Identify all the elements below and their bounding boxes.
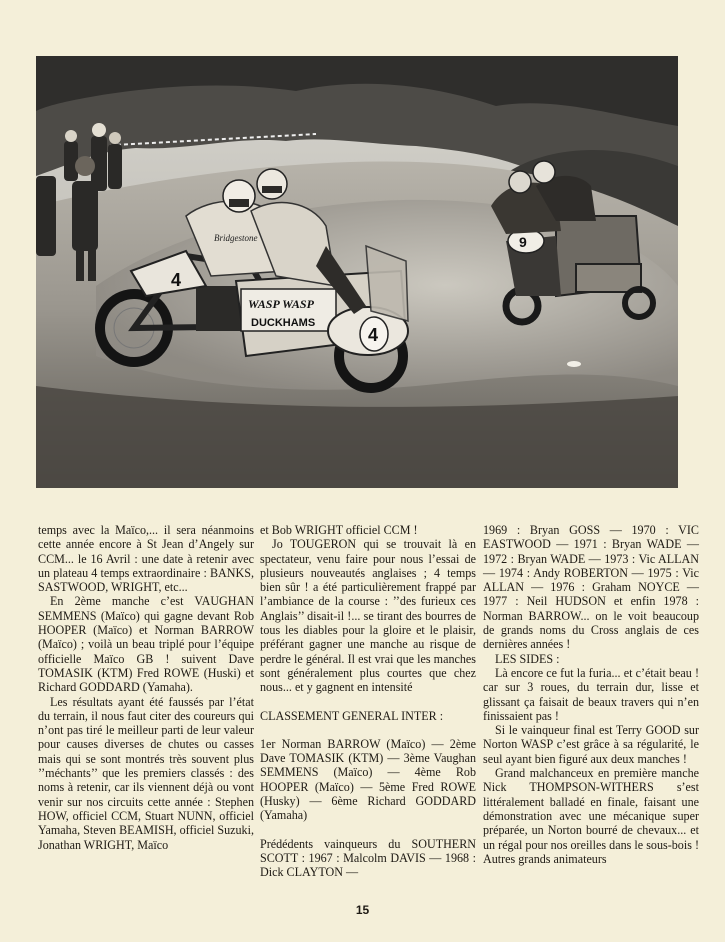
- paragraph: Jo TOUGERON qui se trouvait là en spectateur, venu faire pour nous l’essai de plusieurs nouveautés anglaises ; 4 temps bien sûr ! a été particulièrement frappé par l’ambiance de la course : ’’des furieux ces Anglais’’ disait-il !... se tirant des bourres de tous les diables pour la gloire et le plaisir, préférant gagner une manche au risque de perdre le général. Il est vrai que les manches sont généralement plus courtes que chez nous... et y gagnent en intensité: [260, 537, 476, 695]
- results-heading: CLASSEMENT GENERAL INTER :: [260, 708, 444, 723]
- paragraph: Là encore ce fut la furia... et c’était beau ! car sur 3 roues, du terrain dur, lisse et glissant ça faisait de beaux travers qui n’en finissaient pas !: [483, 665, 699, 723]
- sidecar-sponsor-top: WASP WASP: [248, 297, 314, 311]
- sidecar-race-photo: [36, 56, 678, 488]
- front-plate-number: 4: [171, 270, 182, 290]
- article-column-2: [260, 523, 476, 880]
- sidecar-sponsor-bottom: DUCKHAMS: [251, 317, 316, 329]
- paragraph: temps avec la Maïco,... il sera néanmoins cette année encore à St Jean d’Angely sur CCM... le 16 Avril : une date à retenir avec un plateau 4 temps extraordinaire : BANKS, SASTWOOD, WRIGHT, etc...: [38, 523, 254, 595]
- sidecar-plate-number: 4: [368, 325, 379, 345]
- photo-illustration: [36, 56, 678, 488]
- paragraph: Grand malchanceux en première manche Nick THOMPSON-WITHERS s’est littéralement balladé en finale, faisant une démonstration avec une mécanique super préparée, un Norton bourré de chevaux... et un régal pour nos oreilles dans le sous-bois ! Autres grands animateurs: [483, 766, 699, 866]
- paragraph: Si le vainqueur final est Terry GOOD sur Norton WASP c’est grâce à sa régularité, le seul ayant bien figuré aux deux manches !: [483, 723, 699, 766]
- section-heading-sides: LES SIDES :: [495, 651, 560, 666]
- paragraph: Les résultats ayant été faussés par l’état du terrain, il nous faut citer des coureurs qui n’ont pas tiré le meilleur parti de leur valeur pour causes diverses de chutes ou casses mais qui se sont montrés très souvent plus ’’méchants’’ que les premiers classés : des noms à retenir, car ils viennent déjà ou vont venir sur nos circuits cette année : Stephen HOW, officiel CCM, Stuart NUNN, officiel Yamaha, Steven BEAMISH, officiel Suzuki, Jonathan WRIGHT, Maïco: [38, 694, 254, 852]
- article-column-3: [483, 523, 699, 866]
- rider-jersey-text: Bridgestone: [214, 233, 258, 243]
- previous-winners: Prédédents vainqueurs du SOUTHERN SCOTT : 1967 : Malcolm DAVIS — 1968 : Dick CLAYTON —: [260, 836, 476, 880]
- rear-plate-number: 9: [519, 234, 527, 250]
- page-number: 15: [355, 903, 370, 917]
- paragraph: En 2ème manche c’est VAUGHAN SEMMENS (Maïco) qui gagne devant Rob HOOPER (Maïco) et Norman BARROW (Maïco) ; voilà un beau triplé pour l’équipe officielle Maïco GB ! suivent Dave TOMASIK (KTM) Fred ROWE (Huski) et Richard GODDARD (Yamaha).: [38, 594, 254, 695]
- previous-winners-continued: 1969 : Bryan GOSS — 1970 : VIC EASTWOOD — 1971 : Bryan WADE — 1972 : Bryan WADE — 1973 : Vic ALLAN — 1974 : Andy ROBERTON — 1975 : Vic ALLAN — 1976 : Graham NOYCE — 1977 : Neil HUDSON et enfin 1978 : Norman BARROW... on le voit beaucoup de grands noms du Cross anglais de ces dernières années !: [483, 523, 699, 652]
- paragraph: et Bob WRIGHT officiel CCM !: [260, 523, 418, 537]
- article-column-1: [38, 523, 254, 852]
- results-list: 1er Norman BARROW (Maïco) — 2ème Dave TOMASIK (KTM) — 3ème Vaughan SEMMENS (Maïco) — 4ème Rob HOOPER (Maïco) — 5ème Fred ROWE (Husky) — 6ème Richard GODDARD (Yamaha): [260, 736, 476, 823]
